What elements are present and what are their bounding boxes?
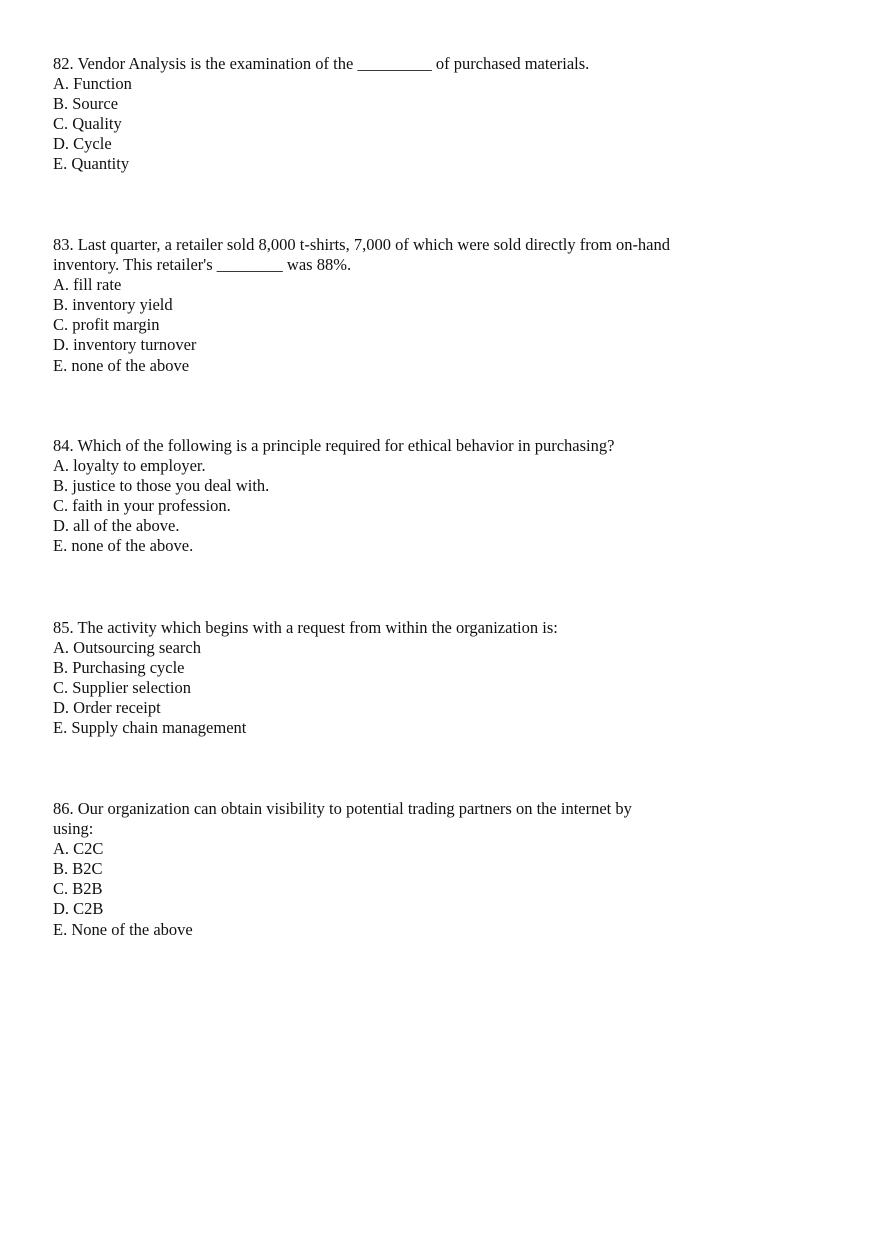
- option-a: A. Function: [53, 74, 132, 94]
- option-d: D. C2B: [53, 899, 104, 919]
- option-a: A. fill rate: [53, 275, 122, 295]
- question-text: 83. Last quarter, a retailer sold 8,000 t-shirts, 7,000 of which were sold directly from on-hand inventory. This retailer's ________ was 88%.: [53, 235, 671, 275]
- question-text: 86. Our organization can obtain visibility to potential trading partners on the internet by using:: [53, 799, 632, 839]
- answer-options: [53, 456, 673, 556]
- answer-options: [53, 74, 673, 174]
- option-b: B. inventory yield: [53, 295, 173, 315]
- question-86: [53, 799, 673, 940]
- option-e: E. none of the above: [53, 355, 190, 375]
- question-85: [53, 618, 673, 739]
- question-text: 82. Vendor Analysis is the examination of the _________ of purchased materials.: [53, 54, 590, 73]
- option-c: C. faith in your profession.: [53, 496, 231, 516]
- option-d: D. all of the above.: [53, 516, 180, 536]
- option-c: C. B2B: [53, 879, 103, 899]
- question-82: [53, 54, 673, 175]
- option-e: E. Quantity: [53, 154, 130, 174]
- option-d: D. Order receipt: [53, 698, 161, 718]
- option-e: E. none of the above.: [53, 536, 194, 556]
- option-a: A. C2C: [53, 839, 104, 859]
- answer-options: [53, 638, 673, 738]
- question-text: 84. Which of the following is a principle required for ethical behavior in purchasing?: [53, 436, 615, 455]
- option-b: B. B2C: [53, 859, 103, 879]
- option-c: C. profit margin: [53, 315, 160, 335]
- answer-options: [53, 839, 673, 939]
- option-c: C. Supplier selection: [53, 678, 191, 698]
- option-d: D. inventory turnover: [53, 335, 197, 355]
- option-a: A. loyalty to employer.: [53, 456, 206, 476]
- question-83: [53, 235, 673, 376]
- option-b: B. Purchasing cycle: [53, 658, 185, 678]
- option-b: B. justice to those you deal with.: [53, 476, 270, 496]
- option-c: C. Quality: [53, 114, 122, 134]
- answer-options: [53, 275, 673, 375]
- option-e: E. None of the above: [53, 919, 193, 939]
- option-b: B. Source: [53, 94, 119, 114]
- question-84: [53, 436, 673, 557]
- option-a: A. Outsourcing search: [53, 638, 202, 658]
- option-d: D. Cycle: [53, 134, 112, 154]
- option-e: E. Supply chain management: [53, 718, 247, 738]
- question-text: 85. The activity which begins with a request from within the organization is:: [53, 618, 558, 637]
